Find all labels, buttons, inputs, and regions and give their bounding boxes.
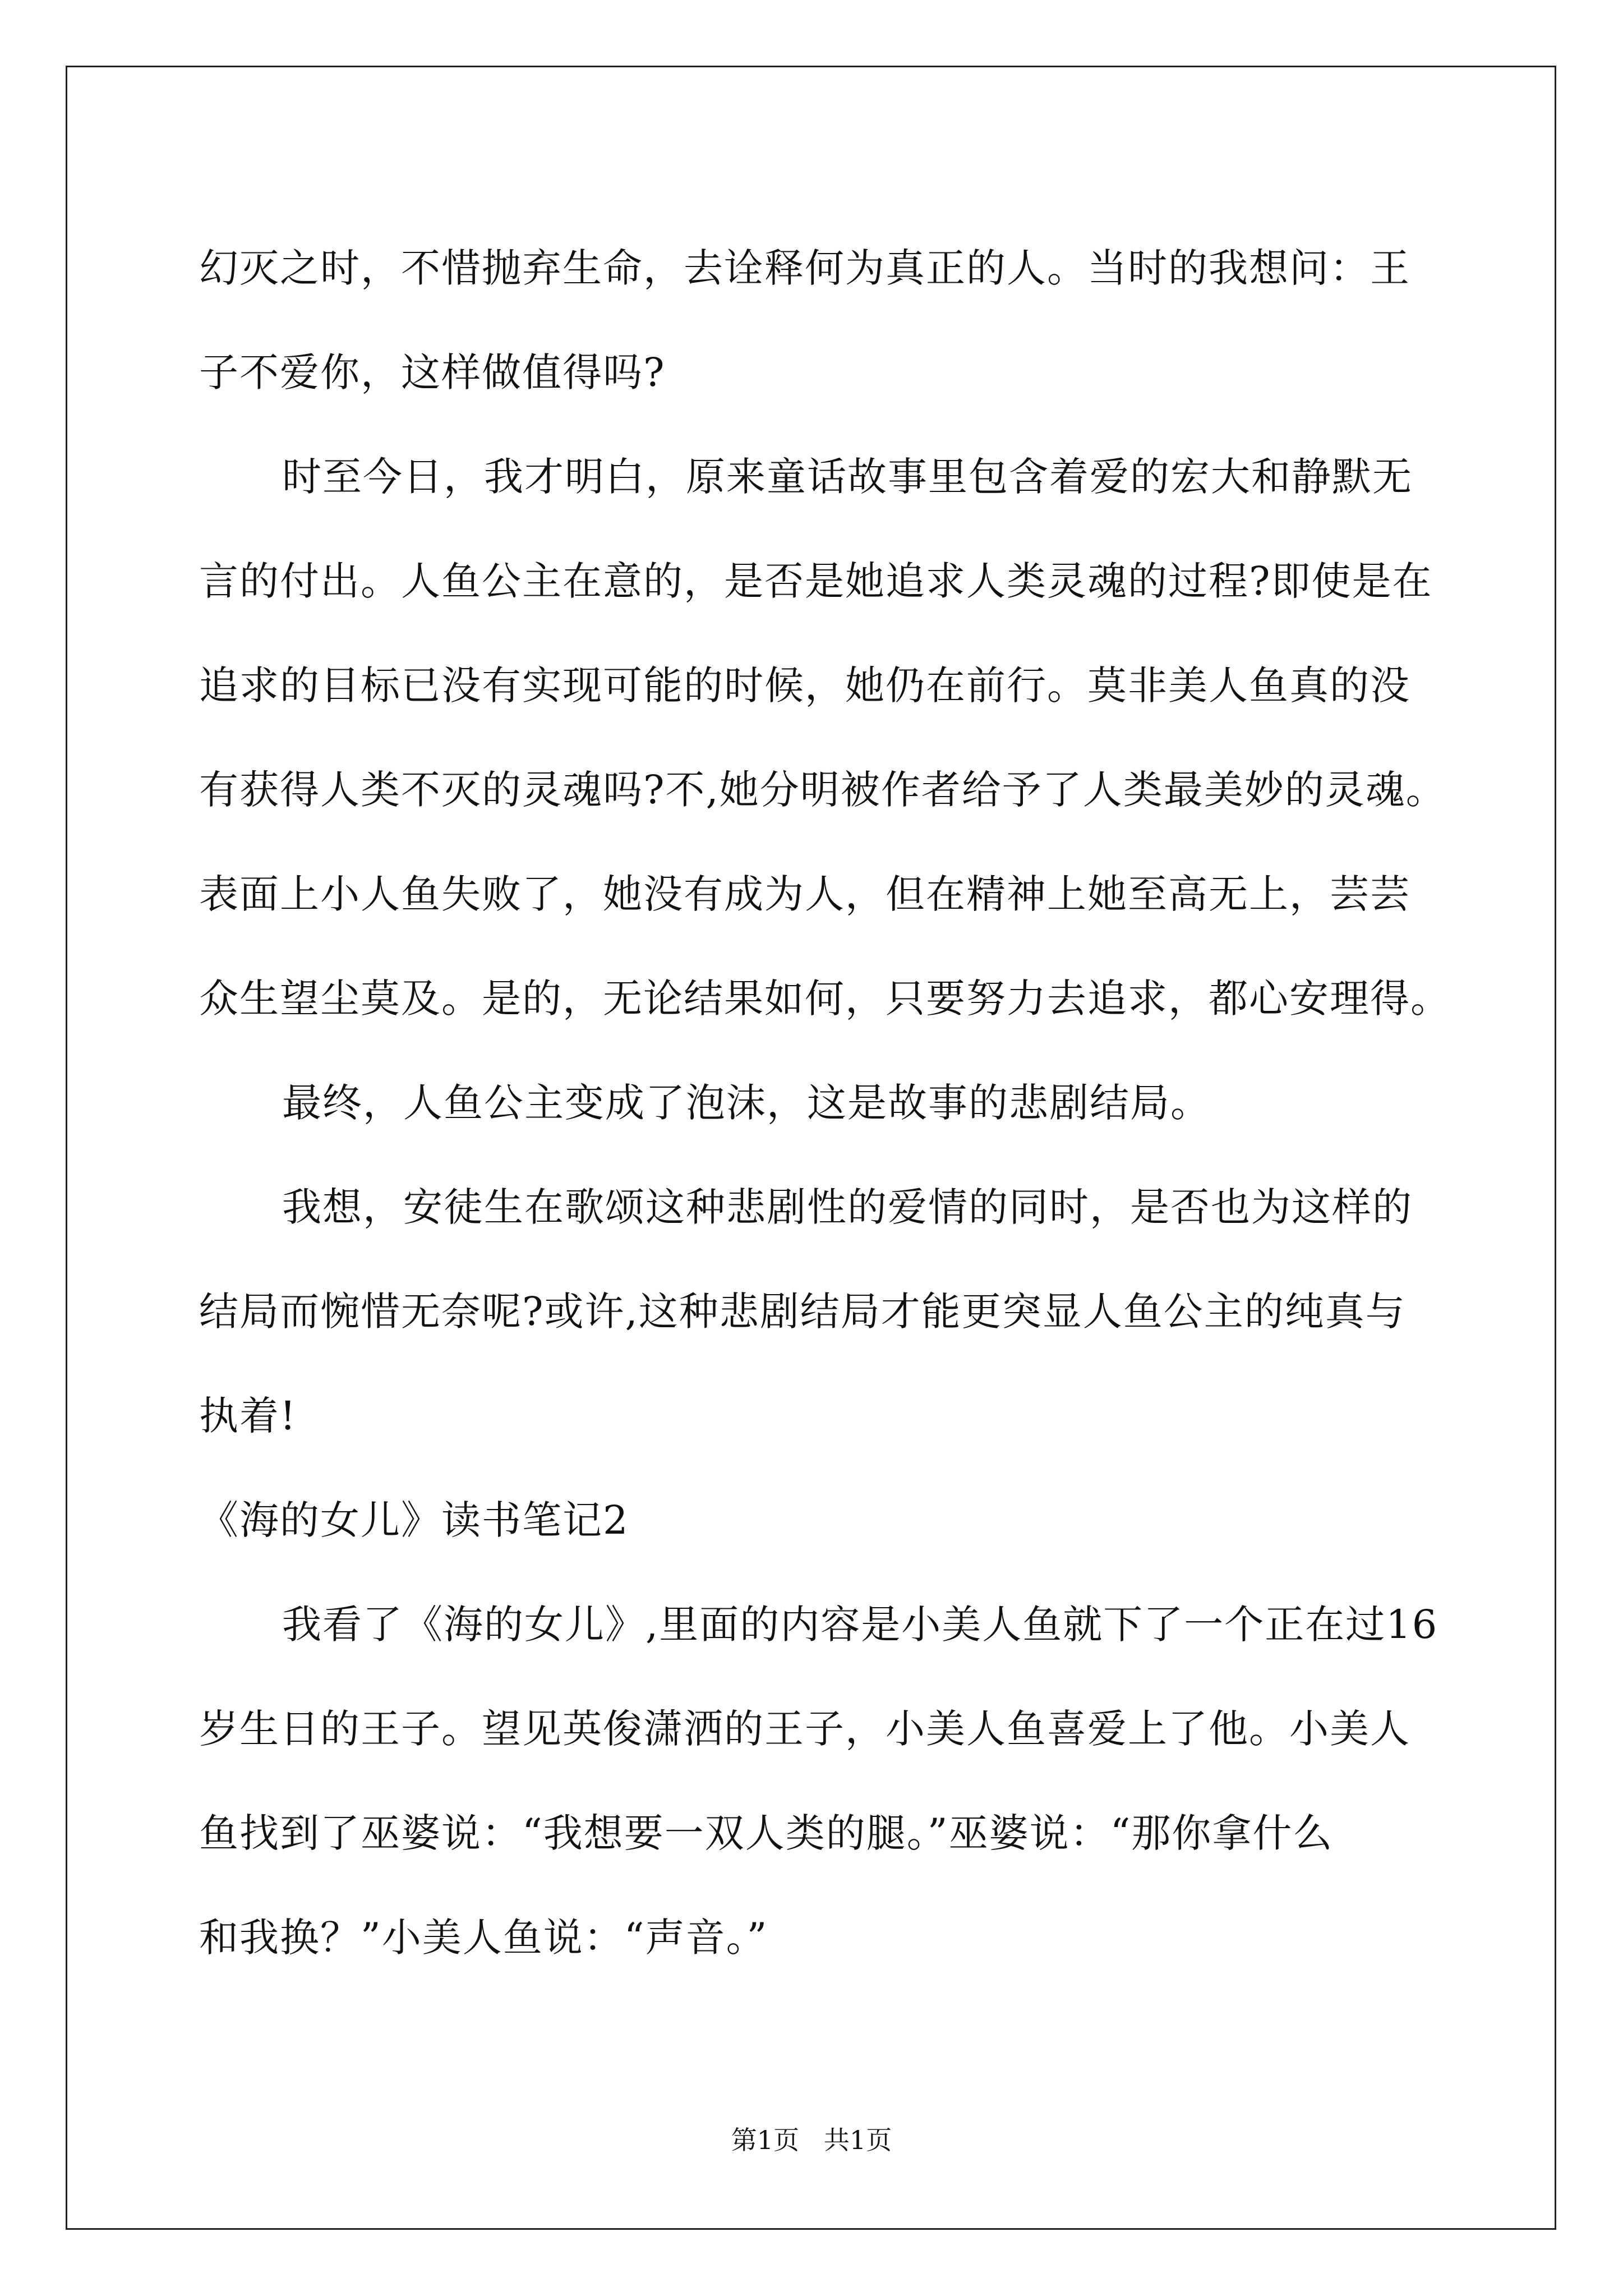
paragraph-line: 子不爱你，这样做值得吗?	[199, 349, 666, 395]
section-title: 《海的女儿》读书笔记2	[199, 1497, 629, 1543]
paragraph-line: 时至今日，我才明白，原来童话故事里包含着爱的宏大和静默无	[282, 454, 1413, 500]
paragraph-line: 众生望尘莫及。是的，无论结果如何，只要努力去追求，都心安理得。	[199, 976, 1451, 1022]
paragraph-line: 我想，安徒生在歌颂这种悲剧性的爱情的同时，是否也为这样的	[282, 1184, 1413, 1230]
paragraph-line: 执着!	[199, 1393, 297, 1439]
paragraph-line: 结局而惋惜无奈呢?或许,这种悲剧结局才能更突显人鱼公主的纯真与	[199, 1289, 1406, 1335]
paragraph-line: 幻灭之时，不惜抛弃生命，去诠释何为真正的人。当时的我想问：王	[199, 245, 1410, 291]
paragraph-line: 有获得人类不灭的灵魂吗?不,她分明被作者给予了人类最美妙的灵魂。	[199, 767, 1446, 813]
page-number-footer: 第1页 共1页	[731, 2125, 892, 2155]
paragraph-line: 我看了《海的女儿》,里面的内容是小美人鱼就下了一个正在过16	[282, 1602, 1438, 1648]
document-body	[199, 216, 1451, 1990]
paragraph-line: 最终，人鱼公主变成了泡沫，这是故事的悲剧结局。	[282, 1080, 1211, 1126]
paragraph-line: 表面上小人鱼失败了，她没有成为人，但在精神上她至高无上，芸芸	[199, 871, 1410, 917]
paragraph-line: 言的付出。人鱼公主在意的，是否是她追求人类灵魂的过程?即使是在	[199, 558, 1433, 604]
paragraph-line: 鱼找到了巫婆说：“我想要一双人类的腿。”巫婆说：“那你拿什么	[199, 1810, 1334, 1856]
paragraph-line: 岁生日的王子。望见英俊潇洒的王子，小美人鱼喜爱上了他。小美人	[199, 1706, 1410, 1752]
paragraph-line: 和我换？”小美人鱼说：“声音。”	[199, 1915, 768, 1961]
paragraph-line: 追求的目标已没有实现可能的时候，她仍在前行。莫非美人鱼真的没	[199, 662, 1410, 708]
